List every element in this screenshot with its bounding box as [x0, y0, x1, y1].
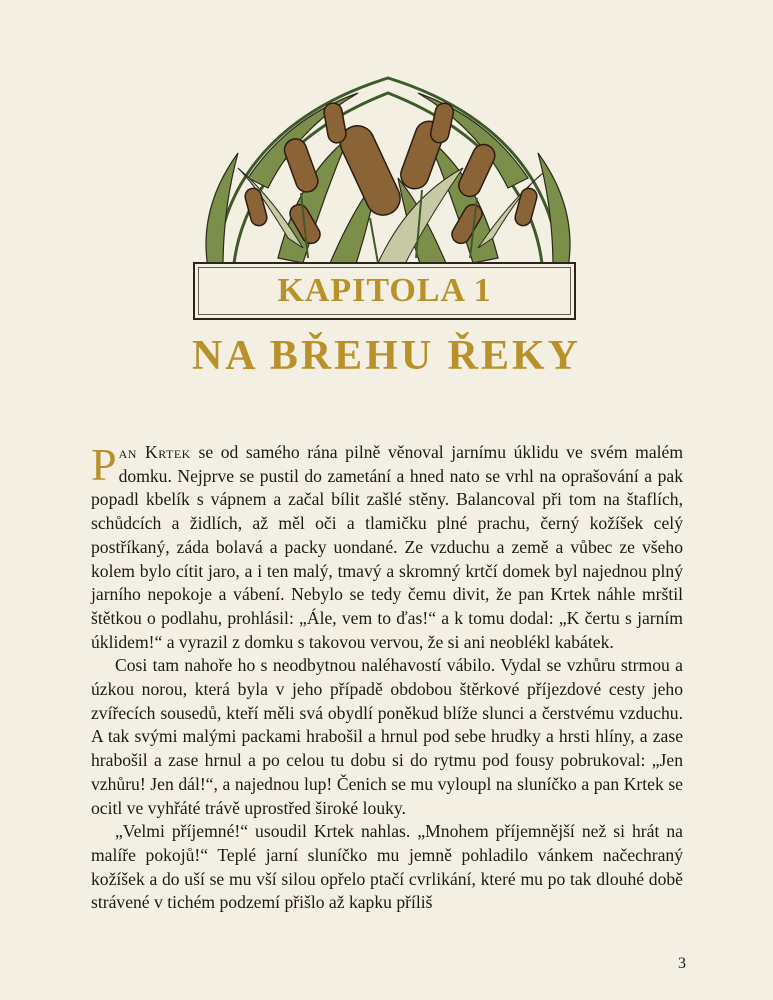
drop-cap: P: [91, 439, 117, 490]
opening-smallcaps: an Krtek: [118, 442, 191, 462]
chapter-label: KAPITOLA 1: [277, 272, 492, 309]
chapter-title: NA BŘEHU ŘEKY: [191, 333, 582, 379]
paragraph-2: Cosi tam nahoře ho s neodbytnou naléhavostí vábilo. Vydal se vzhůru strmou a úzkou norou, která byla v jeho případě obdobou štěrkové příjezdové cesty jeho zvířecích sousedů, kteří měli svá obydlí poněkud blíže slunci a čerstvému vzduchu. A tak svými malými packami hrabošil a hrnul pod sebe hrudky a hrsti hlíny, a zase hrabošil a zase hrnul a po celou tu dobu si do rytmu pod fousy pobrukoval: „Jen vzhůru! Jen dál!“, a najednou lup! Čenich se mu vyloupl na sluníčko a pan Krtek se ocitl ve vyhřáté trávě uprostřed široké louky.: [91, 655, 683, 818]
chapter-label-box: [193, 262, 576, 320]
paragraph-3: „Velmi příjemné!“ usoudil Krtek nahlas. „Mnohem příjemnější než si hrát na malíře pokojů!“ Teplé jarní sluníčko mu jemně pohladilo vánkem načechraný kožíšek a do uší se mu vší silou opřelo ptačí cvrlikání, které mu po tak dlouhé době strávené v tichém podzemí přišlo až kapku příliš: [91, 821, 683, 913]
paragraph-1-text: se od samého rána pilně věnoval jarnímu úklidu ve svém malém domku. Nejprve se pustil do zametání a hned nato se vrhl na oprašování a pak popadl kbelík s vápnem a začal bílit zašlé stěny. Balancoval při tom na štaflích, schůdcích a židlích, až měl oči a tlamičku plné prachu, černý kožíšek celý postříkaný, záda bolavá a packy uondané. Ze vzduchu a země a vůbec ze všeho kolem bylo cítit jaro, a i ten malý, tmavý a skromný krtčí domek byl najednou plný jarního nepokoje a vábení. Nebylo se tedy čemu divit, že pan Krtek náhle mrštil štětkou o podlahu, prohlásil: „Ále, vem to ďas!“ a k tomu dodal: „K čertu s jarním úklidem!“ a vyrazil z domku s takovou vervou, že si ani neoblékl kabátek.: [91, 442, 684, 652]
page-number: 3: [678, 955, 686, 972]
paragraph-1: [91, 441, 683, 654]
chapter-body: [91, 441, 683, 915]
